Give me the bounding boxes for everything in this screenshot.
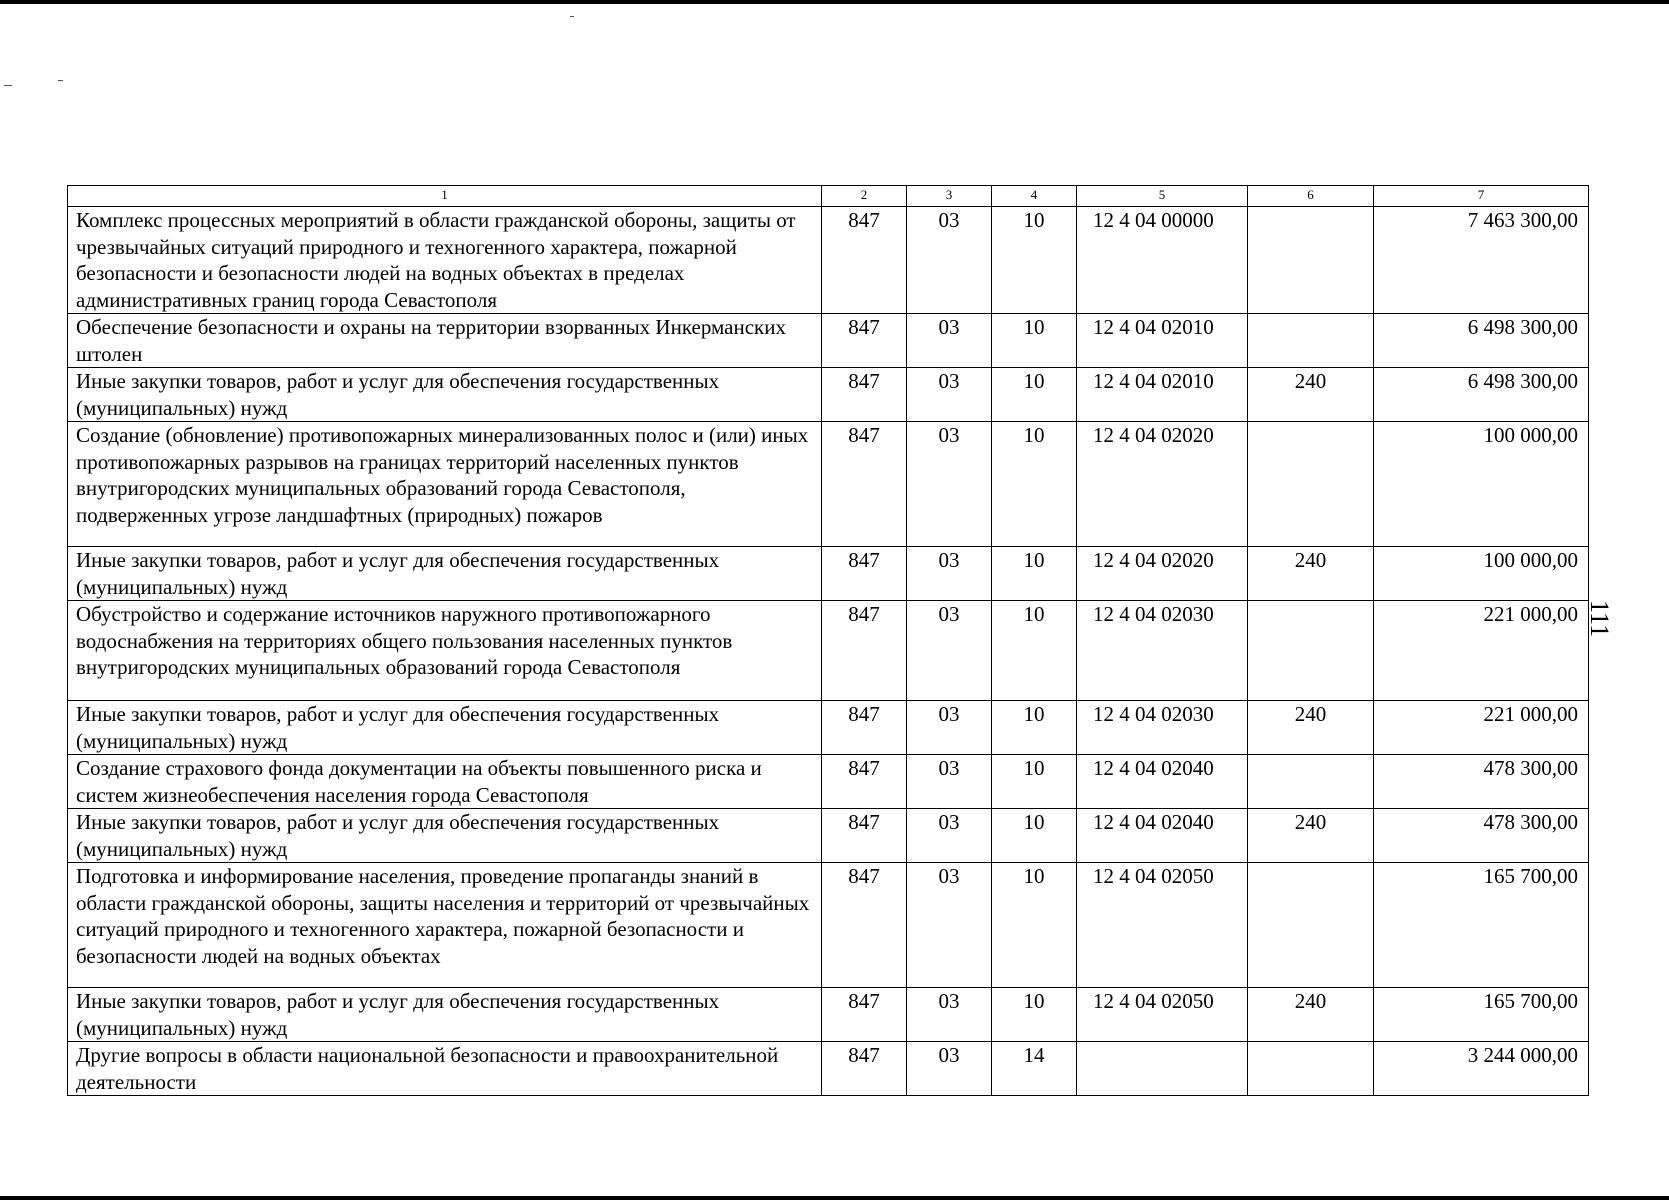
cell-section-code: 03: [907, 547, 992, 601]
cell-amount: 165 700,00: [1374, 863, 1589, 988]
column-header-7: 7: [1374, 186, 1589, 207]
cell-expense-type: [1248, 422, 1374, 547]
cell-name: Подготовка и информирование населения, проведение пропаганды знаний в области гражданской обороны, защиты населения и территорий от чрезвычайных ситуаций природного и техногенного характера, пожарной безопасности и безопасности людей на водных объектах: [68, 863, 822, 988]
cell-amount: 100 000,00: [1374, 422, 1589, 547]
cell-name: Иные закупки товаров, работ и услуг для обеспечения государственных (муниципальных) нужд: [68, 988, 822, 1042]
cell-section-code: 03: [907, 368, 992, 422]
cell-target-article: 12 4 04 02020: [1077, 547, 1248, 601]
cell-section-code: 03: [907, 863, 992, 988]
cell-subsection-code: 10: [992, 547, 1077, 601]
cell-grbs-code: 847: [822, 701, 907, 755]
cell-expense-type: [1248, 601, 1374, 701]
cell-expense-type: 240: [1248, 547, 1374, 601]
page-number: 111: [1585, 600, 1614, 638]
cell-name: Иные закупки товаров, работ и услуг для обеспечения государственных (муниципальных) нужд: [68, 368, 822, 422]
cell-expense-type: 240: [1248, 701, 1374, 755]
cell-grbs-code: 847: [822, 601, 907, 701]
column-header-6: 6: [1248, 186, 1374, 207]
table-body: [68, 207, 1589, 1096]
cell-subsection-code: 10: [992, 755, 1077, 809]
cell-expense-type: [1248, 755, 1374, 809]
column-header-4: 4: [992, 186, 1077, 207]
cell-amount: 3 244 000,00: [1374, 1042, 1589, 1096]
cell-expense-type: [1248, 863, 1374, 988]
cell-target-article: 12 4 04 02020: [1077, 422, 1248, 547]
cell-grbs-code: 847: [822, 863, 907, 988]
cell-section-code: 03: [907, 988, 992, 1042]
cell-name: Иные закупки товаров, работ и услуг для обеспечения государственных (муниципальных) нужд: [68, 809, 822, 863]
table-row: [68, 601, 1589, 701]
cell-expense-type: [1248, 1042, 1374, 1096]
cell-subsection-code: 10: [992, 368, 1077, 422]
cell-subsection-code: 10: [992, 422, 1077, 547]
cell-grbs-code: 847: [822, 755, 907, 809]
scan-speck: [58, 80, 63, 81]
cell-amount: 221 000,00: [1374, 601, 1589, 701]
cell-grbs-code: 847: [822, 314, 907, 368]
cell-subsection-code: 14: [992, 1042, 1077, 1096]
cell-target-article: 12 4 04 02030: [1077, 701, 1248, 755]
cell-name: Иные закупки товаров, работ и услуг для обеспечения государственных (муниципальных) нужд: [68, 701, 822, 755]
table-row: [68, 1042, 1589, 1096]
cell-target-article: 12 4 04 00000: [1077, 207, 1248, 314]
cell-name: Комплекс процессных мероприятий в области гражданской обороны, защиты от чрезвычайных ситуаций природного и техногенного характера, пожарной безопасности и безопасности людей на водных объектах в пределах административных границ города Севастополя: [68, 207, 822, 314]
column-header-1: 1: [68, 186, 822, 207]
cell-subsection-code: 10: [992, 988, 1077, 1042]
cell-subsection-code: 10: [992, 863, 1077, 988]
table-row: [68, 809, 1589, 863]
cell-name: Другие вопросы в области национальной безопасности и правоохранительной деятельности: [68, 1042, 822, 1096]
column-header-5: 5: [1077, 186, 1248, 207]
cell-expense-type: 240: [1248, 368, 1374, 422]
cell-subsection-code: 10: [992, 207, 1077, 314]
column-number-row: [68, 186, 1589, 207]
cell-target-article: [1077, 1042, 1248, 1096]
cell-grbs-code: 847: [822, 1042, 907, 1096]
cell-name: Иные закупки товаров, работ и услуг для обеспечения государственных (муниципальных) нужд: [68, 547, 822, 601]
cell-grbs-code: 847: [822, 207, 907, 314]
table-row: [68, 863, 1589, 988]
cell-subsection-code: 10: [992, 701, 1077, 755]
cell-amount: 6 498 300,00: [1374, 314, 1589, 368]
cell-section-code: 03: [907, 314, 992, 368]
cell-name: Создание (обновление) противопожарных минерализованных полос и (или) иных противопожарных разрывов на границах территорий населенных пунктов внутригородских муниципальных образований города Севастополя, подверженных угрозе ландшафтных (природных) пожаров: [68, 422, 822, 547]
cell-target-article: 12 4 04 02050: [1077, 988, 1248, 1042]
cell-target-article: 12 4 04 02030: [1077, 601, 1248, 701]
cell-section-code: 03: [907, 701, 992, 755]
cell-expense-type: 240: [1248, 988, 1374, 1042]
table-row: [68, 755, 1589, 809]
cell-target-article: 12 4 04 02040: [1077, 809, 1248, 863]
cell-target-article: 12 4 04 02010: [1077, 368, 1248, 422]
cell-amount: 165 700,00: [1374, 988, 1589, 1042]
cell-amount: 7 463 300,00: [1374, 207, 1589, 314]
scan-bottom-border: [0, 1196, 1669, 1200]
table-row: [68, 701, 1589, 755]
scan-speck: [4, 85, 12, 86]
scan-top-border: [0, 0, 1669, 4]
cell-amount: 221 000,00: [1374, 701, 1589, 755]
column-header-2: 2: [822, 186, 907, 207]
cell-amount: 100 000,00: [1374, 547, 1589, 601]
cell-target-article: 12 4 04 02050: [1077, 863, 1248, 988]
cell-section-code: 03: [907, 422, 992, 547]
table-row: [68, 422, 1589, 547]
cell-subsection-code: 10: [992, 314, 1077, 368]
table-row: [68, 368, 1589, 422]
cell-grbs-code: 847: [822, 809, 907, 863]
table-row: [68, 207, 1589, 314]
cell-amount: 478 300,00: [1374, 755, 1589, 809]
table-row: [68, 314, 1589, 368]
cell-target-article: 12 4 04 02010: [1077, 314, 1248, 368]
cell-grbs-code: 847: [822, 988, 907, 1042]
cell-subsection-code: 10: [992, 601, 1077, 701]
cell-grbs-code: 847: [822, 422, 907, 547]
cell-subsection-code: 10: [992, 809, 1077, 863]
cell-section-code: 03: [907, 755, 992, 809]
cell-name: Обустройство и содержание источников наружного противопожарного водоснабжения на территориях общего пользования населенных пунктов внутригородских муниципальных образований города Севастополя: [68, 601, 822, 701]
cell-name: Обеспечение безопасности и охраны на территории взорванных Инкерманских штолен: [68, 314, 822, 368]
cell-grbs-code: 847: [822, 368, 907, 422]
budget-table: [67, 185, 1589, 1096]
cell-expense-type: 240: [1248, 809, 1374, 863]
cell-grbs-code: 847: [822, 547, 907, 601]
cell-target-article: 12 4 04 02040: [1077, 755, 1248, 809]
cell-section-code: 03: [907, 809, 992, 863]
cell-section-code: 03: [907, 601, 992, 701]
table-row: [68, 547, 1589, 601]
table-row: [68, 988, 1589, 1042]
cell-amount: 478 300,00: [1374, 809, 1589, 863]
scan-speck: [570, 16, 574, 17]
cell-expense-type: [1248, 314, 1374, 368]
cell-name: Создание страхового фонда документации на объекты повышенного риска и систем жизнеобеспечения населения города Севастополя: [68, 755, 822, 809]
cell-expense-type: [1248, 207, 1374, 314]
cell-section-code: 03: [907, 1042, 992, 1096]
column-header-3: 3: [907, 186, 992, 207]
cell-section-code: 03: [907, 207, 992, 314]
cell-amount: 6 498 300,00: [1374, 368, 1589, 422]
